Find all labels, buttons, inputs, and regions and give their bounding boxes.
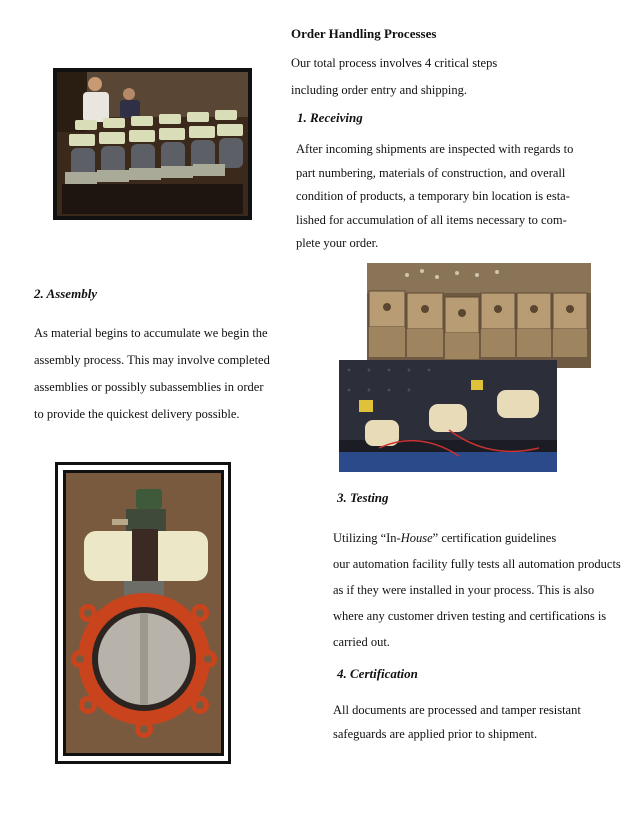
assembly-line: assemblies or possibly subassemblies in order [34, 380, 264, 394]
receiving-heading: 1. Receiving [297, 110, 363, 125]
intro-line-1: Our total process involves 4 critical steps [291, 56, 498, 70]
certification-line: safeguards are applied prior to shipment. [333, 726, 538, 741]
testing-line-1-italic: House [400, 531, 433, 545]
assembly-line: to provide the quickest delivery possible. [34, 407, 240, 421]
intro-line-2: including order entry and shipping. [291, 83, 468, 97]
receiving-line: condition of products, a temporary bin location is esta- [296, 189, 570, 203]
testing-line-1 [333, 525, 556, 551]
certification-line: All documents are processed and tamper resistant [333, 703, 581, 717]
receiving-line: part numbering, materials of construction, and overall [296, 165, 566, 180]
certification-paragraph [333, 699, 581, 746]
assembly-paragraph [34, 320, 270, 428]
assembly-line: assembly process. This may involve completed [34, 353, 270, 367]
testing-paragraph [333, 551, 621, 655]
testing-heading: 3. Testing [337, 490, 389, 505]
testing-line: carried out. [333, 635, 390, 649]
assembly-heading: 2. Assembly [34, 286, 98, 301]
testing-line: where any customer driven testing and certifications is [333, 609, 607, 623]
testing-bench-photo [339, 360, 557, 472]
butterfly-valve-photo [63, 470, 224, 756]
testing-line: our automation facility fully tests all automation products [333, 557, 621, 571]
page-title: Order Handling Processes [291, 26, 437, 41]
certification-heading: 4. Certification [337, 666, 418, 681]
testing-line-1-prefix: Utilizing “In- [333, 531, 401, 545]
receiving-line: After incoming shipments are inspected with regards to [296, 142, 574, 156]
mounting-brackets-photo [367, 263, 591, 368]
testing-line: as if they were installed in your process. This is also [333, 583, 595, 597]
assembly-line: As material begins to accumulate we begin the [34, 326, 268, 340]
receiving-line: plete your order. [296, 236, 379, 250]
receiving-line: lished for accumulation of all items necessary to com- [296, 212, 567, 227]
warehouse-valves-photo [53, 68, 252, 220]
testing-line-1-suffix: ” certification guidelines [432, 531, 557, 545]
receiving-paragraph [296, 138, 573, 256]
